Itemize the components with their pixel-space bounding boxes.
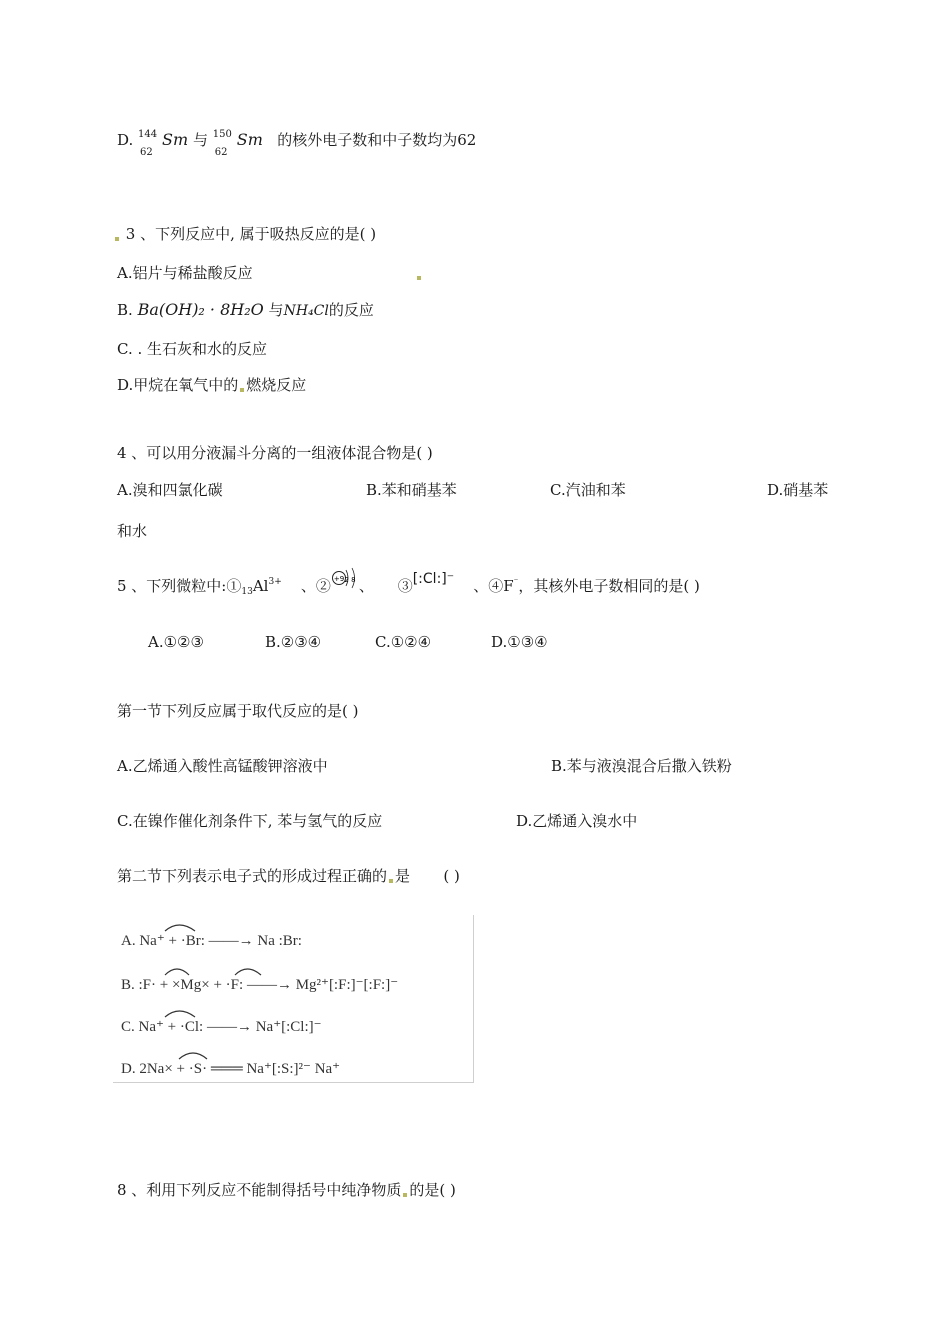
q4-option-a (117, 480, 223, 500)
transfer-arrow (235, 969, 261, 975)
option-text: D.甲烷在氧气中的 (117, 376, 239, 394)
q4-option-d-cont (117, 521, 147, 541)
q5-stem (117, 572, 700, 602)
charge: ⁻ (513, 577, 519, 587)
q7-stem (117, 866, 460, 886)
atomic-number: 62 (140, 147, 153, 158)
option-text: C.在镍作催化剂条件下, 苯与氢气的反应 (117, 812, 383, 830)
question-text: 4 、可以用分液漏斗分离的一组液体混合物是( ) (117, 444, 433, 462)
option-label: B. (117, 301, 133, 319)
figure-option-b: B. :F· + ×Mg× + ·F: ——→ Mg²⁺[:F:]⁻[:F:]⁻ (121, 977, 399, 993)
charge: 3+ (268, 577, 282, 587)
option-text: A.①②③ (148, 633, 204, 651)
speck-icon (417, 276, 421, 280)
q4-option-c (550, 480, 626, 500)
q6-option-a (117, 756, 328, 776)
q4-option-d (767, 480, 828, 500)
figure-option-d: D. 2Na× + ·S· ═══ Na⁺[:S:]²⁻ Na⁺ (121, 1061, 341, 1077)
q3-option-c (117, 339, 267, 359)
option-text: B.②③④ (265, 633, 322, 651)
formula: NH₄Cl (283, 303, 329, 319)
option-text: 燃烧反应 (246, 376, 307, 394)
q6-option-b (551, 756, 732, 776)
option-text: 的反应 (328, 301, 374, 319)
option-text: D.乙烯通入溴水中 (516, 812, 638, 830)
shell-electrons: 2 8 (344, 576, 356, 584)
connector-text: 与 (192, 131, 208, 149)
q6-option-d (516, 811, 637, 831)
option-text: C. . 生石灰和水的反应 (117, 340, 268, 358)
nucleus-charge: +9 (333, 575, 345, 583)
q5-option-c (375, 632, 431, 652)
question-text: 、 (358, 577, 374, 595)
figure-option-c: C. Na⁺ + ·Cl: ——→ Na⁺[:Cl:]⁻ (121, 1019, 322, 1035)
q2-option-d (117, 129, 477, 158)
formula: Ba(OH)₂ · 8H₂O (137, 300, 264, 319)
transfer-arrow (179, 1053, 207, 1059)
q5-option-a (148, 632, 204, 652)
question-text: ③ (397, 577, 413, 595)
question-text: 是 (395, 867, 411, 885)
question-text: 、④F (473, 577, 514, 595)
electron-formula-figure (113, 915, 474, 1083)
q3-option-d (117, 375, 306, 395)
question-text: ( ) (443, 867, 460, 885)
connector-text: 与 (268, 301, 284, 319)
atomic-number: 13 (241, 587, 253, 597)
question-text: 8 、利用下列反应不能制得括号中纯净物质 (117, 1181, 402, 1199)
q4-stem (117, 443, 433, 463)
question-text: 5 、下列微粒中:① (117, 577, 242, 595)
q5-option-b (265, 632, 321, 652)
q6-option-c (117, 811, 382, 831)
option-text: A.乙烯通入酸性高锰酸钾溶液中 (117, 757, 328, 775)
electron-formula-svg (113, 915, 473, 1082)
isotope-2 (212, 129, 237, 158)
speck-icon (389, 879, 393, 883)
element-symbol: Sm (236, 130, 263, 149)
isotope-1 (138, 129, 162, 158)
q3-option-a (117, 263, 423, 283)
transfer-arrow (165, 969, 189, 975)
option-text: 的核外电子数和中子数均为62 (277, 131, 477, 149)
mass-number: 150 (212, 129, 232, 140)
q4-option-b (366, 480, 457, 500)
option-text: A.铝片与稀盐酸反应 (117, 264, 253, 282)
question-text: 第一节下列反应属于取代反应的是( ) (117, 702, 359, 720)
speck-icon (115, 237, 119, 241)
element-symbol: Sm (162, 130, 189, 149)
q8-stem (117, 1180, 456, 1200)
option-text: 和水 (117, 522, 148, 540)
option-label: D. (117, 131, 134, 149)
speck-icon (403, 1193, 407, 1197)
transfer-arrow (165, 1011, 195, 1017)
mass-number: 144 (138, 129, 158, 140)
question-text: 3 、下列反应中, 属于吸热反应的是( ) (125, 225, 377, 243)
speck-icon (240, 388, 244, 392)
atomic-number: 62 (214, 147, 228, 158)
option-text: A.溴和四氯化碳 (117, 481, 223, 499)
chloride-ion-formula: [:Cl:]⁻ (412, 571, 455, 587)
question-text: ，其核外电子数相同的是( ) (518, 577, 700, 595)
question-text: 第二节下列表示电子式的形成过程正确的 (117, 867, 388, 885)
figure-option-a: A. Na⁺ + ·Br: ——→ Na :Br: (121, 933, 302, 949)
option-text: B.苯与液溴混合后撒入铁粉 (551, 757, 732, 775)
option-text: C.①②④ (375, 633, 432, 651)
atom-structure-diagram (331, 566, 359, 598)
option-text: D.①③④ (491, 633, 548, 651)
question-text: 的是( ) (409, 1181, 456, 1199)
q6-stem (117, 701, 358, 721)
q3-stem (113, 224, 376, 244)
element-symbol: Al (252, 577, 269, 595)
q5-option-d (491, 632, 548, 652)
q3-option-b (117, 300, 374, 321)
option-text: C.汽油和苯 (550, 481, 626, 499)
question-text: 、② (300, 577, 331, 595)
option-text: D.硝基苯 (767, 481, 829, 499)
option-text: B.苯和硝基苯 (366, 481, 457, 499)
transfer-arrow (165, 925, 195, 931)
